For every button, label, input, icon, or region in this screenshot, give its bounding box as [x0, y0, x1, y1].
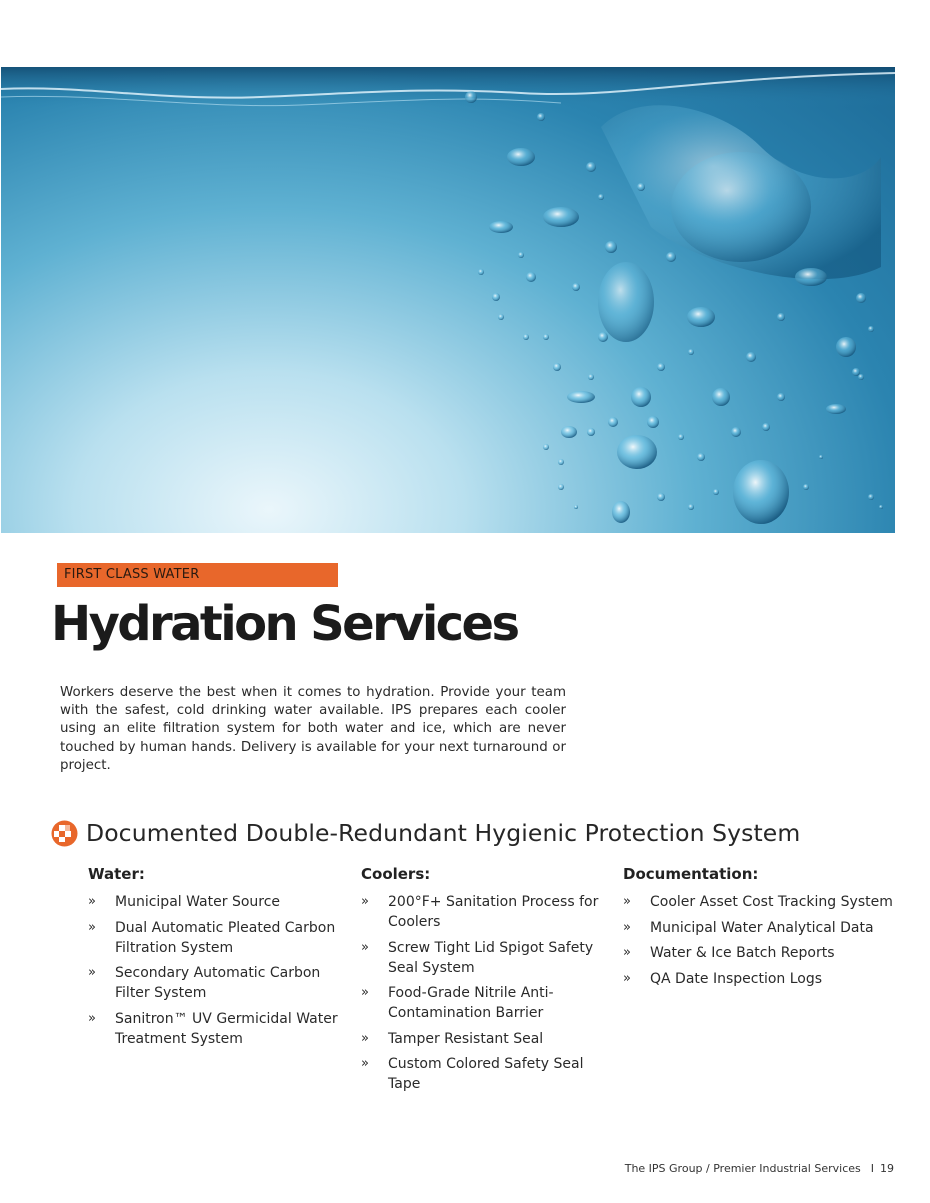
bullet-icon: » — [361, 1056, 369, 1071]
list-item: » Dual Automatic Pleated Carbon Filtration System — [88, 919, 336, 956]
water-list — [88, 892, 350, 1049]
footer-text: The IPS Group / Premier Industrial Services — [624, 1162, 861, 1175]
ips-logo-icon — [51, 820, 78, 847]
coolers-column — [361, 864, 619, 1100]
bullet-icon: » — [623, 970, 631, 986]
footer-divider: I — [870, 1162, 874, 1175]
hero-water-image — [1, 67, 895, 533]
list-item: » Tamper Resistant Seal — [361, 1030, 544, 1047]
intro-paragraph: Workers deserve the best when it comes to hydration. Provide your team with the safest, cold drinking water available. IPS prepares each cooler using an elite filtration system for both water and ice, which are never touched by human hands. Delivery is available for your next turnaround or project. — [60, 685, 566, 773]
bullet-icon: » — [623, 894, 631, 909]
bullet-icon: » — [361, 985, 369, 1000]
list-item: » Screw Tight Lid Spigot Safety Seal System — [361, 939, 594, 976]
list-item: » Food-Grade Nitrile Anti-Contamination Barrier — [361, 985, 554, 1021]
coolers-heading: Coolers: — [361, 865, 431, 883]
bullet-icon: » — [361, 894, 369, 909]
bullet-icon: » — [88, 894, 96, 909]
bullet-icon: » — [88, 965, 96, 980]
bullet-icon: » — [88, 919, 96, 935]
documentation-column — [623, 864, 913, 994]
page-footer — [625, 1162, 894, 1175]
bullet-icon: » — [361, 939, 369, 955]
bullet-icon: » — [361, 1030, 369, 1046]
water-heading: Water: — [88, 865, 145, 883]
list-item: » Cooler Asset Cost Tracking System — [623, 894, 893, 910]
list-item: » Municipal Water Source — [88, 894, 281, 910]
list-item: » Sanitron™ UV Germicidal Water Treatment System — [88, 1010, 338, 1047]
page-title: Hydration Services — [51, 596, 518, 652]
category-tag: FIRST CLASS WATER — [57, 563, 338, 587]
water-splash-illustration — [1, 67, 895, 533]
coolers-list — [361, 892, 619, 1094]
page-number: 19 — [880, 1162, 894, 1175]
list-item: » Municipal Water Analytical Data — [623, 919, 874, 936]
water-column — [88, 864, 350, 1054]
bullet-icon: » — [623, 919, 631, 935]
list-item: » Water & Ice Batch Reports — [623, 945, 835, 961]
documentation-list — [623, 892, 913, 989]
list-item: » Custom Colored Safety Seal Tape — [361, 1056, 584, 1092]
list-item: » QA Date Inspection Logs — [623, 970, 823, 987]
list-item: » 200°F+ Sanitation Process for Coolers — [361, 894, 599, 930]
list-item: » Secondary Automatic Carbon Filter System — [88, 965, 321, 1001]
bullet-icon: » — [88, 1010, 96, 1026]
section-title: Documented Double-Redundant Hygienic Protection System — [86, 819, 801, 847]
section-heading — [51, 816, 800, 850]
bullet-icon: » — [623, 945, 631, 960]
documentation-heading: Documentation: — [623, 865, 759, 883]
